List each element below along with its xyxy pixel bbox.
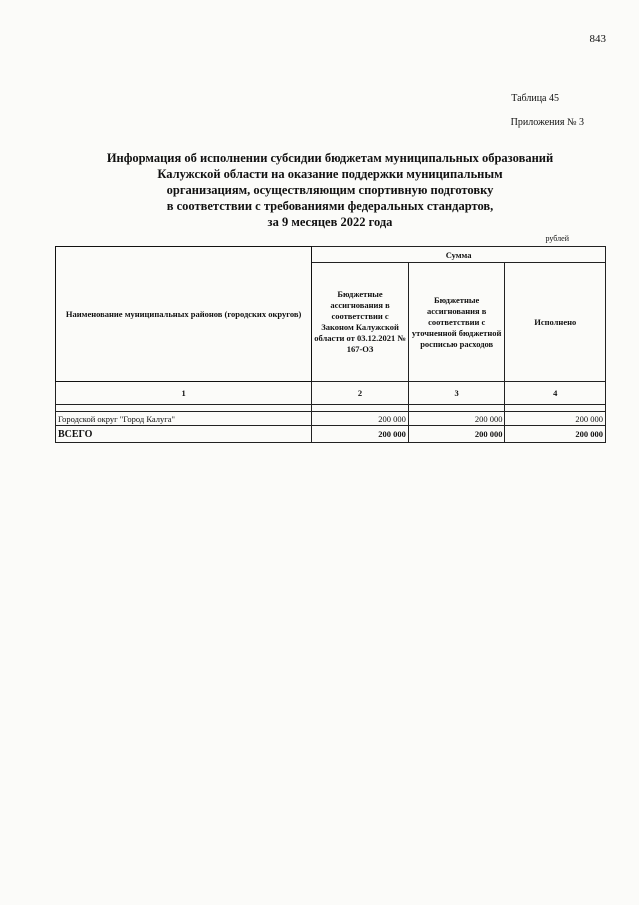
total-label: ВСЕГО	[56, 426, 312, 443]
spacer-row	[56, 405, 606, 412]
column-header-law-appropriations: Бюджетные ассигнования в соответствии с Законом Калужской области от 03.12.2021 № 167-ОЗ	[312, 263, 409, 382]
appendix-reference: Приложения № 3	[510, 117, 584, 128]
report-table	[55, 246, 606, 443]
title-line: Калужской области на оказание поддержки муниципальным	[157, 167, 503, 181]
column-header-sum: Сумма	[312, 247, 606, 263]
title-line: Информация об исполнении субсидии бюджетам муниципальных образований	[106, 151, 554, 165]
column-header-budget-list-appropriations: Бюджетные ассигнования в соответствии с уточненной бюджетной росписью расходов	[408, 263, 505, 382]
column-number: 1	[56, 382, 312, 405]
row-value: 200 000	[505, 412, 606, 426]
row-value: 200 000	[408, 412, 505, 426]
table-row	[56, 412, 606, 426]
total-value: 200 000	[408, 426, 505, 443]
title-line: в соответствии с требованиями федеральных стандартов,	[166, 199, 494, 213]
column-number: 4	[505, 382, 606, 405]
column-number-row	[56, 382, 606, 405]
row-value: 200 000	[312, 412, 409, 426]
page-number: 843	[589, 33, 606, 45]
row-name: Городской округ "Город Калуга"	[56, 412, 312, 426]
title-line: за 9 месяцев 2022 года	[267, 215, 393, 229]
total-value: 200 000	[312, 426, 409, 443]
column-number: 3	[408, 382, 505, 405]
column-number: 2	[312, 382, 409, 405]
title-line: организациям, осуществляющим спортивную подготовку	[166, 183, 494, 197]
column-header-name: Наименование муниципальных районов (городских округов)	[56, 247, 312, 382]
units-label: рублей	[545, 234, 569, 243]
total-value: 200 000	[505, 426, 606, 443]
header-row	[56, 247, 606, 263]
column-header-executed: Исполнено	[505, 263, 606, 382]
table-reference: Таблица 45	[511, 93, 559, 104]
document-title	[60, 150, 600, 230]
total-row	[56, 426, 606, 443]
